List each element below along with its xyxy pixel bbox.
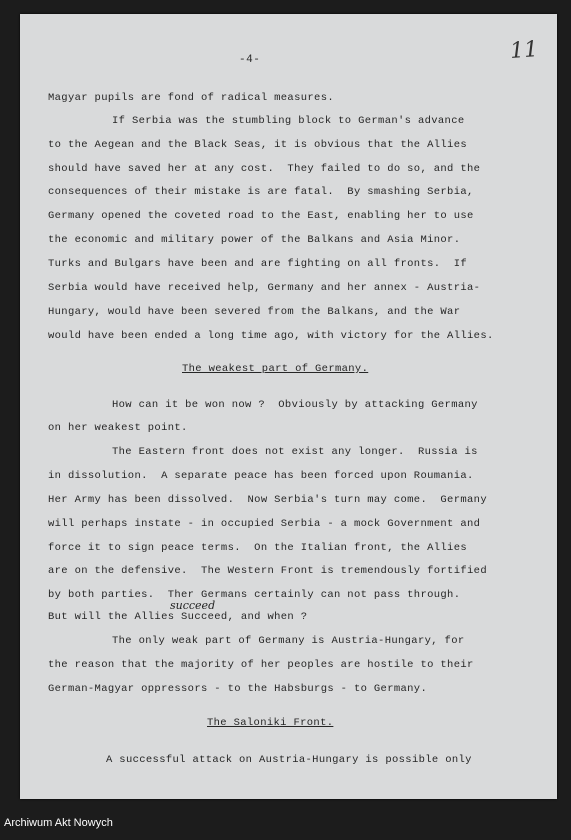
text-line: Hungary, would have been severed from the Balkans, and the War <box>48 306 461 318</box>
text-line: German-Magyar oppressors - to the Habsburgs - to Germany. <box>48 683 428 695</box>
text-line: If Serbia was the stumbling block to German's advance <box>112 115 465 127</box>
text-line: A successful attack on Austria-Hungary is possible only <box>106 754 472 766</box>
text-line: to the Aegean and the Black Seas, it is obvious that the Allies <box>48 139 468 151</box>
handwritten-correction: succeed <box>170 599 216 612</box>
text-line: Germany opened the coveted road to the East, enabling her to use <box>48 210 474 222</box>
text-line: The only weak part of Germany is Austria-Hungary, for <box>112 635 465 647</box>
text-line: the economic and military power of the Balkans and Asia Minor. <box>48 234 461 246</box>
text-line: by both parties. Ther Germans certainly can not pass through. <box>48 589 461 601</box>
text-line: would have been ended a long time ago, with victory for the Allies. <box>48 330 494 342</box>
text-line: Magyar pupils are fond of radical measures. <box>48 92 334 104</box>
text-line: will perhaps instate - in occupied Serbia - a mock Government and <box>48 518 481 530</box>
text-line: Her Army has been dissolved. Now Serbia's turn may come. Germany <box>48 494 487 506</box>
section-heading: The Saloniki Front. <box>207 717 334 729</box>
text-line: the reason that the majority of her peoples are hostile to their <box>48 659 474 671</box>
page-number: -4- <box>239 54 261 66</box>
text-line: The Eastern front does not exist any longer. Russia is <box>112 446 478 458</box>
text-line: consequences of their mistake is are fatal. By smashing Serbia, <box>48 186 474 198</box>
text-line: force it to sign peace terms. On the Italian front, the Allies <box>48 542 468 554</box>
text-line: in dissolution. A separate peace has been forced upon Roumania. <box>48 470 474 482</box>
text-line: should have saved her at any cost. They failed to do so, and the <box>48 163 481 175</box>
archive-page-mark: 11 <box>509 37 539 64</box>
text-line: Serbia would have received help, Germany and her annex - Austria- <box>48 282 481 294</box>
text-line: Turks and Bulgars have been and are fighting on all fronts. If <box>48 258 468 270</box>
document-page <box>20 14 557 799</box>
text-line: But will the Allies Succeed, and when ? <box>48 611 308 623</box>
text-line: are on the defensive. The Western Front is tremendously fortified <box>48 565 487 577</box>
archive-name: Archiwum Akt Nowych <box>4 817 113 829</box>
section-heading: The weakest part of Germany. <box>182 363 369 375</box>
text-line: on her weakest point. <box>48 422 188 434</box>
text-line: How can it be won now ? Obviously by attacking Germany <box>112 399 478 411</box>
